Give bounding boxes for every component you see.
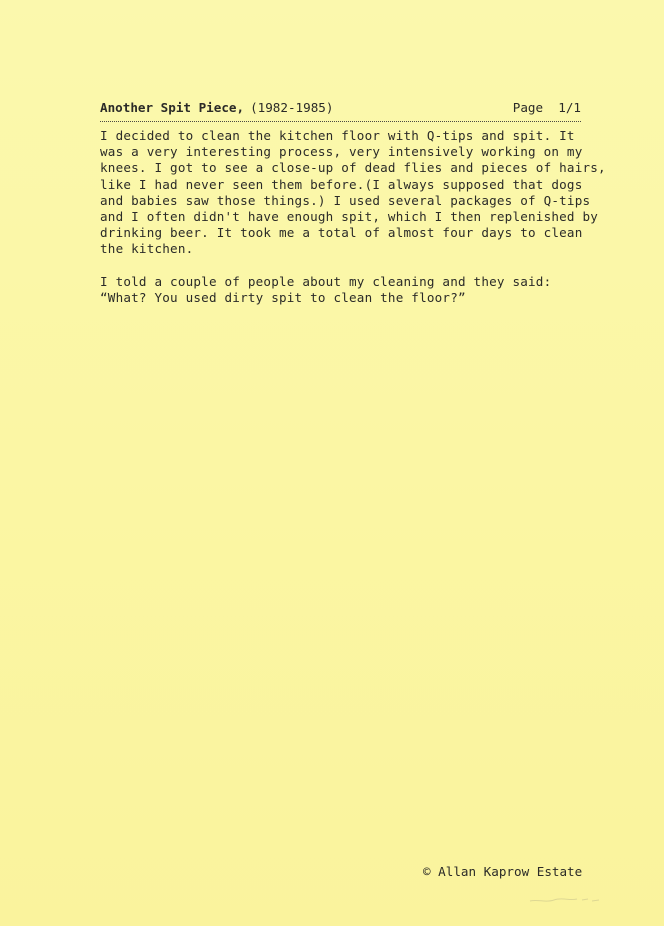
text-line: and I often didn't have enough spit, which I then replenished by — [100, 209, 599, 225]
text-line: “What? You used dirty spit to clean the floor?” — [100, 290, 466, 306]
document-body — [100, 128, 606, 322]
paragraph-2 — [100, 274, 578, 306]
title-dates: (1982-1985) — [250, 100, 334, 115]
text-line: was a very interesting process, very intensively working on my — [100, 144, 583, 160]
text-line: and babies saw those things.) I used several packages of Q-tips — [100, 192, 591, 208]
text-line: like I had never seen them before.(I always supposed that dogs — [100, 176, 583, 192]
scan-smudge — [528, 895, 602, 905]
paragraph-1 — [100, 128, 606, 258]
copyright-notice: © Allan Kaprow Estate — [423, 864, 583, 879]
document-title — [100, 99, 333, 117]
text-line: knees. I got to see a close-up of dead flies and pieces of hairs, — [100, 160, 606, 176]
text-line: drinking beer. It took me a total of almost four days to clean — [100, 225, 583, 241]
text-line: the kitchen. — [100, 241, 194, 257]
title-text: Another Spit Piece, — [100, 100, 245, 115]
header-divider — [100, 121, 581, 122]
text-line: I told a couple of people about my cleaning and they said: — [100, 273, 552, 289]
document-header — [100, 99, 581, 119]
text-line: I decided to clean the kitchen floor with Q-tips and spit. It — [100, 128, 575, 143]
page-number: Page 1/1 — [512, 100, 581, 115]
